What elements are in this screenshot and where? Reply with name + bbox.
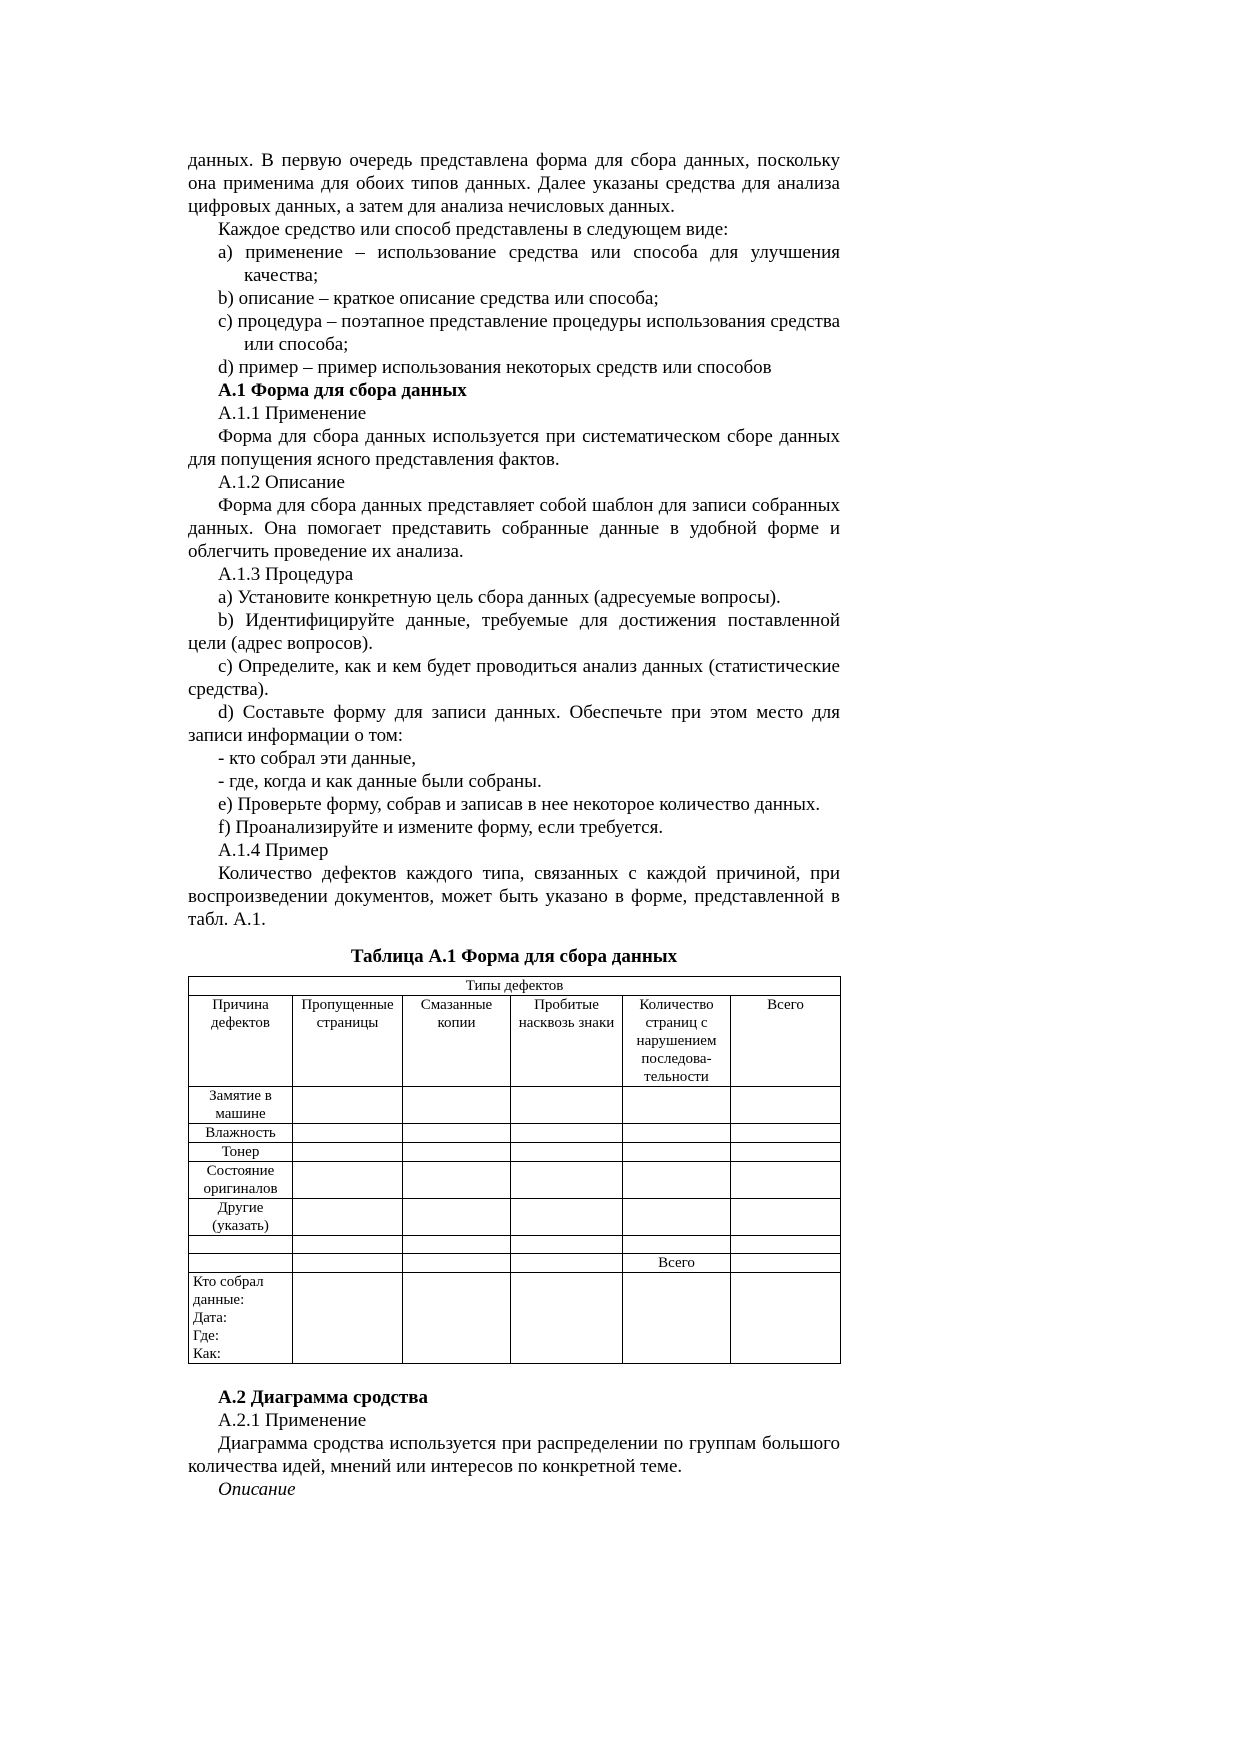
subsection-title: А.1.4 Пример xyxy=(218,840,329,861)
column-header: Пробитые насквозь знаки xyxy=(511,996,623,1087)
subsection-title: А.1.2 Описание xyxy=(218,472,345,493)
collector-info-cell xyxy=(189,1273,293,1364)
table-cell xyxy=(623,1273,731,1364)
data-collection-table xyxy=(188,976,841,1364)
procedure-step: - где, когда и как данные были собраны. xyxy=(218,771,542,792)
table-cell xyxy=(731,1254,841,1273)
subsection-title-italic: Описание xyxy=(218,1479,296,1500)
table-cell xyxy=(189,1236,293,1254)
table-caption: Таблица А.1 Форма для сбора данных xyxy=(350,946,678,967)
table-cell xyxy=(403,1162,511,1199)
procedure-step: - кто собрал эти данные, xyxy=(218,748,417,769)
table-header-row xyxy=(189,996,841,1087)
table-row xyxy=(189,1143,841,1162)
table-cell xyxy=(731,1124,841,1143)
table-cell xyxy=(293,1162,403,1199)
document-page xyxy=(188,149,840,1501)
procedure-step: d) Составьте форму для записи данных. Обеспечьте при этом место для записи информации о том: xyxy=(188,702,840,746)
table-cell xyxy=(731,1162,841,1199)
table-cell xyxy=(623,1124,731,1143)
table-cell xyxy=(731,1273,841,1364)
table-row xyxy=(189,1087,841,1124)
table-cell xyxy=(731,1143,841,1162)
table-cell xyxy=(293,1087,403,1124)
table-cell xyxy=(623,1087,731,1124)
table-cell xyxy=(403,1124,511,1143)
procedure-step: a) Установите конкретную цель сбора данных (адресуемые вопросы). xyxy=(218,587,781,608)
table-cell xyxy=(623,1143,731,1162)
collector-info-line: Дата: xyxy=(193,1310,228,1326)
table-cell xyxy=(731,1199,841,1236)
table-cell xyxy=(189,1254,293,1273)
table-cell xyxy=(293,1236,403,1254)
subsection-title: А.1.3 Процедура xyxy=(218,564,354,585)
table-row-empty xyxy=(189,1236,841,1254)
column-header: Пропущенные страницы xyxy=(293,996,403,1087)
section-heading-a1: А.1 Форма для сбора данных xyxy=(218,380,467,401)
subsection-title: А.1.1 Применение xyxy=(218,403,367,424)
table-cell xyxy=(293,1143,403,1162)
table-cell xyxy=(511,1254,623,1273)
subsection-title: А.2.1 Применение xyxy=(218,1410,367,1431)
table-cell xyxy=(293,1199,403,1236)
table-cell xyxy=(511,1162,623,1199)
table-cell xyxy=(511,1236,623,1254)
procedure-step: c) Определите, как и кем будет проводиться анализ данных (статистические средства). xyxy=(188,656,840,700)
procedure-step: e) Проверьте форму, собрав и записав в нее некоторое количество данных. xyxy=(218,794,821,815)
table-cell xyxy=(511,1124,623,1143)
table-cell xyxy=(403,1199,511,1236)
table-cell xyxy=(511,1143,623,1162)
row-label: Влажность xyxy=(189,1124,293,1143)
table-cell xyxy=(293,1124,403,1143)
section-heading-a2: А.2 Диаграмма сродства xyxy=(218,1387,429,1408)
intro-list-item: b) описание – краткое описание средства или способа; xyxy=(218,288,659,309)
procedure-step: f) Проанализируйте и измените форму, если требуется. xyxy=(218,817,664,838)
table-cell xyxy=(293,1254,403,1273)
table-cell xyxy=(403,1143,511,1162)
column-header: Смазанные копии xyxy=(403,996,511,1087)
table-cell xyxy=(293,1273,403,1364)
table-cell xyxy=(403,1254,511,1273)
table-cell xyxy=(403,1087,511,1124)
row-label: Замятие в машине xyxy=(189,1087,293,1124)
row-label: Тонер xyxy=(189,1143,293,1162)
intro-list-item: c) процедура – поэтапное представление процедуры использования средства или способа; xyxy=(218,311,840,355)
column-header: Причина дефектов xyxy=(189,996,293,1087)
table-cell xyxy=(731,1087,841,1124)
table-cell xyxy=(623,1162,731,1199)
group-header-cell: Типы дефектов xyxy=(189,977,841,996)
column-header: Количество страниц с нарушением последова-тельности xyxy=(623,996,731,1087)
table-total-row xyxy=(189,1254,841,1273)
table-cell xyxy=(623,1199,731,1236)
table-cell xyxy=(403,1236,511,1254)
body-paragraph: Диаграмма сродства используется при распределении по группам большого количества идей, мнений или интересов по конкретной теме. xyxy=(188,1433,840,1477)
intro-list-item: d) пример – пример использования некоторых средств или способов xyxy=(218,357,772,378)
column-header: Всего xyxy=(731,996,841,1087)
table-cell xyxy=(403,1273,511,1364)
table-cell xyxy=(511,1087,623,1124)
intro-list-lead: Каждое средство или способ представлены в следующем виде: xyxy=(218,219,729,240)
table-row xyxy=(189,1199,841,1236)
table-group-header-row xyxy=(189,977,841,996)
row-label: Состояние оригиналов xyxy=(189,1162,293,1199)
body-paragraph: Количество дефектов каждого типа, связанных с каждой причиной, при воспроизведении документов, может быть указано в форме, представленной в табл. А.1. xyxy=(188,863,840,930)
body-paragraph: Форма для сбора данных представляет собой шаблон для записи собранных данных. Она помогает представить собранные данные в удобной форме и облегчить проведение их анализа. xyxy=(188,495,840,562)
table-cell xyxy=(623,1236,731,1254)
table-cell xyxy=(731,1236,841,1254)
body-paragraph: Форма для сбора данных используется при систематическом сборе данных для попущения ясного представления фактов. xyxy=(188,426,840,470)
collector-info-line: Кто собрал данные: xyxy=(193,1274,264,1308)
intro-paragraph: данных. В первую очередь представлена форма для сбора данных, поскольку она применима для обоих типов данных. Далее указаны средства для анализа цифровых данных, а затем для анализа нечисловых данных. xyxy=(188,150,840,217)
collector-info-line: Как: xyxy=(193,1346,221,1362)
procedure-step: b) Идентифицируйте данные, требуемые для достижения поставленной цели (адрес вопросов). xyxy=(188,610,840,654)
table-cell xyxy=(511,1273,623,1364)
table-row xyxy=(189,1124,841,1143)
table-cell xyxy=(511,1199,623,1236)
intro-list-item: a) применение – использование средства или способа для улучшения качества; xyxy=(218,242,840,286)
collector-info-line: Где: xyxy=(193,1328,220,1344)
row-label: Другие (указать) xyxy=(189,1199,293,1236)
total-label: Всего xyxy=(623,1254,731,1273)
table-row xyxy=(189,1162,841,1199)
table-footer-row xyxy=(189,1273,841,1364)
